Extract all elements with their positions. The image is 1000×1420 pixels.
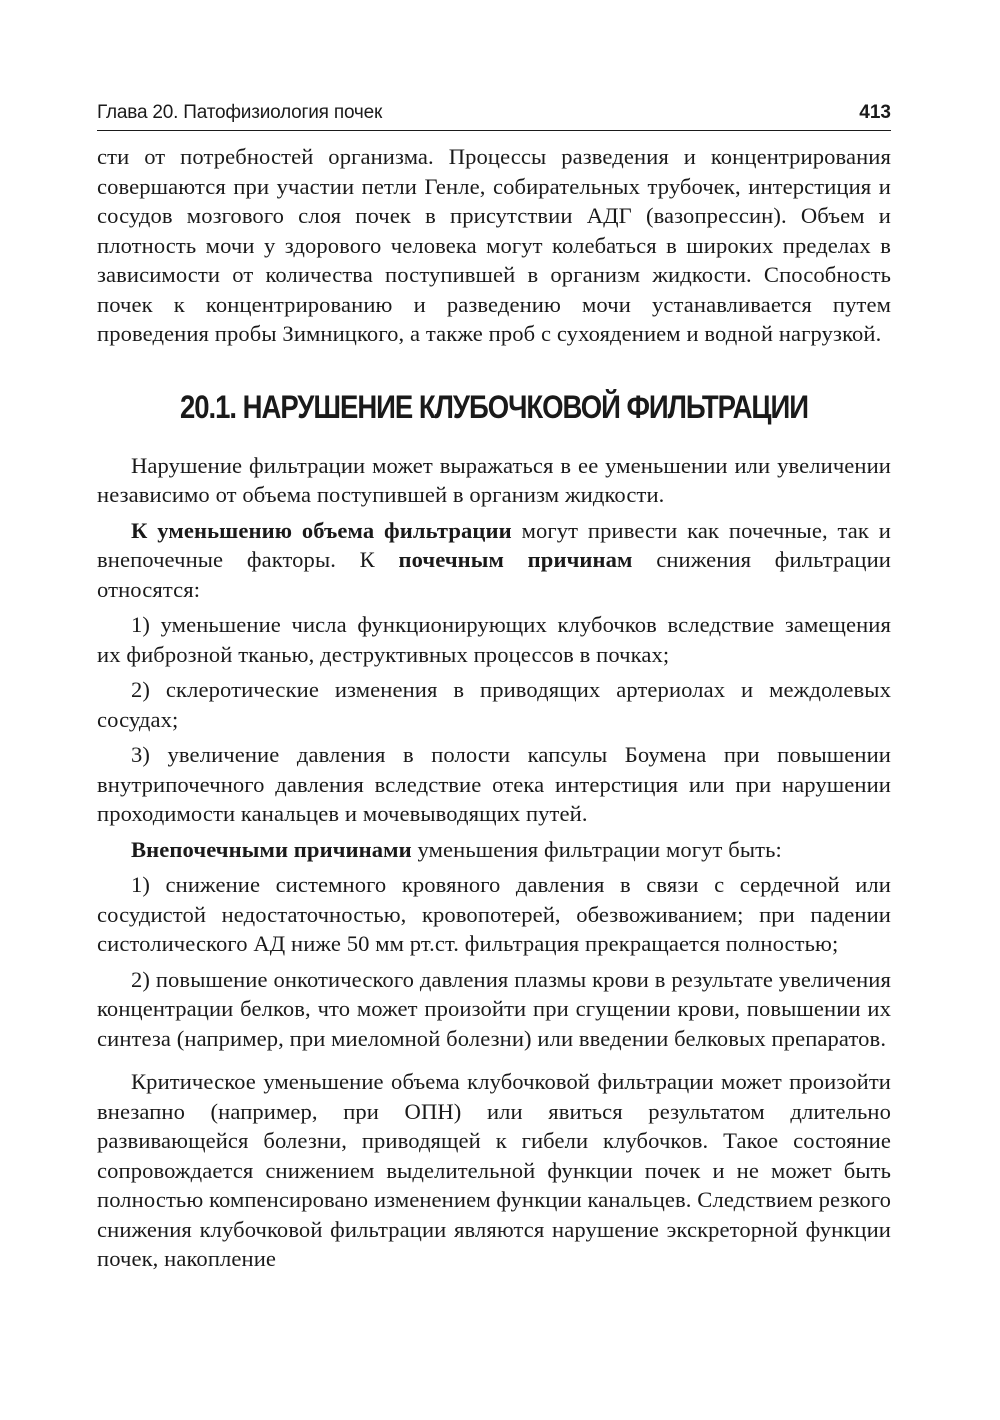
section-title: 20.1. НАРУШЕНИЕ КЛУБОЧКОВОЙ ФИЛЬТРАЦИИ	[179, 388, 808, 425]
list-item-extrarenal-cause: 2) повышение онкотического давления плазмы крови в результате увеличения концентрации белков, что может произойти при сгущении крови, повышении их синтеза (например, при миеломной болезни) или введении белковых препаратов.	[97, 966, 891, 1051]
paragraph-critical-reduction: Критическое уменьшение объема клубочковой фильтрации может произойти внезапно (например, при ОПН) или явиться результатом длительно развивающейся болезни, приводящей к гибели клубочков. Такое состояние сопровождается снижением выделительной функции почек и не может быть полностью компенсировано изменением функции канальцев. Следствием резкого снижения клубочковой фильтрации являются нарушение экскреторной функции почек, накопление	[97, 1069, 891, 1271]
paragraph-text: могут привести как почечные, так и внепочечные факторы. К	[97, 517, 891, 572]
paragraph-text: снижения фильтрации относятся:	[97, 547, 891, 602]
list-item-extrarenal-cause: 1) снижение системного кровяного давления в связи с сердечной или сосудистой недостаточностью, кровопотерей, обезвоживанием; при падении систолического АД ниже 50 мм рт.ст. фильтрация прекращается полностью;	[97, 872, 891, 956]
bold-term-renal-causes: почечным причинам	[398, 547, 633, 572]
bold-term-reduction: К уменьшению объема фильтрации	[131, 517, 512, 543]
paragraph-text: уменьшения фильтрации могут быть:	[411, 836, 782, 862]
intro-paragraph: сти от потребностей организма. Процессы разведения и концентрирования совершаются при участии петли Генле, собирательных трубочек, интерстиция и сосудов мозгового слоя почек в присутствии АДГ (вазопрессин). Объем и плотность мочи у здорового человека могут колебаться в широких пределах в зависимости от количества поступившей в организм жидкости. Способность почек к концентрированию и разведению мочи устанавливается путем проведения пробы Зимницкого, а также проб с сухоядением и водной нагрузкой.	[97, 144, 891, 346]
bold-term-extrarenal-causes: Внепочечными причинами	[131, 836, 412, 862]
paragraph-reduction-causes	[97, 516, 891, 605]
body-text	[97, 142, 891, 1274]
list-item-renal-cause: 2) склеротические изменения в приводящих артериолах и междолевых сосудах;	[97, 677, 891, 732]
running-header	[97, 96, 891, 131]
paragraph-extrarenal-causes	[97, 835, 891, 865]
chapter-title: Глава 20. Патофизиология почек	[97, 102, 383, 123]
page-number: 413	[859, 102, 891, 123]
list-item-renal-cause: 3) увеличение давления в полости капсулы Боумена при повышении внутрипочечного давления вследствие отека интерстиция или при нарушении проходимости канальцев и мочевыводящих путей.	[97, 742, 891, 826]
list-item-renal-cause: 1) уменьшение числа функционирующих клубочков вследствие замещения их фиброзной тканью, деструктивных процессов в почках;	[97, 612, 891, 667]
book-page	[97, 96, 891, 1274]
paragraph-filtration-intro: Нарушение фильтрации может выражаться в ее уменьшении или увеличении независимо от объема поступившей в организм жидкости.	[97, 452, 891, 507]
